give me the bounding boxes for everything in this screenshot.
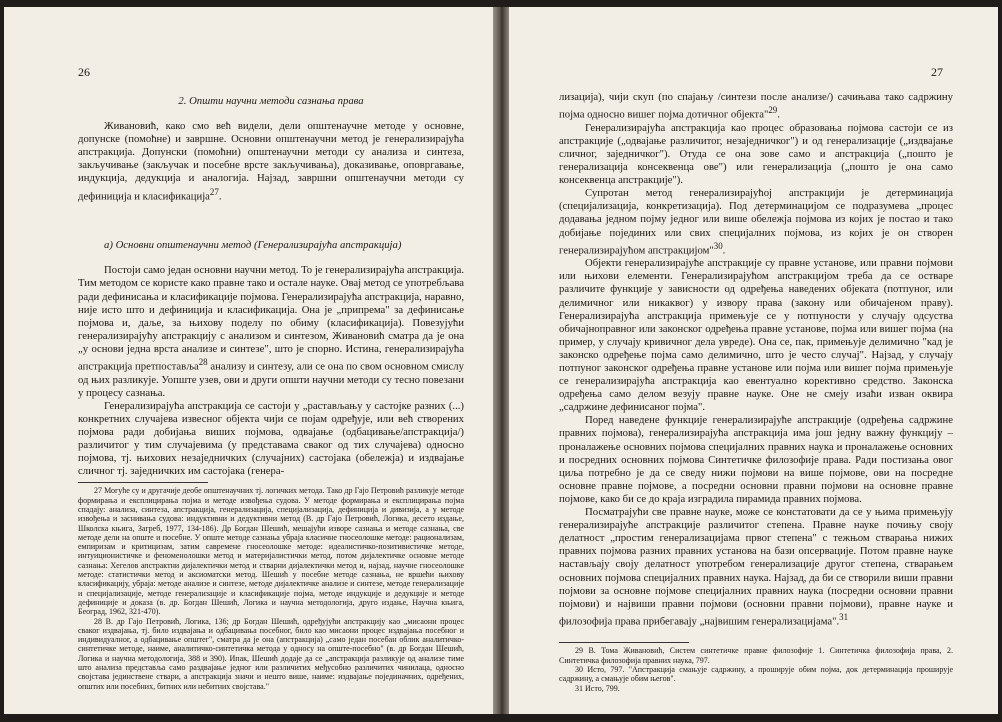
paragraph: Живановић, како смо већ видели, дели општенаучне методе у основне, допунске (помоћне) и завршне. Основни општенаучни метод је генерализирајућа апстракција. Допунски (помоћни) општенаучни методи су анализа и синтеза, закључивање (закључак и посебне врсте закључивања), доказивање, оповргавање, индукција, дедукција и аналогија. Најзад, завршни општенаучни методи су дефиниција и класификација$^{27}$. [78, 120, 464, 203]
paragraph: Објекти генерализирајуће апстракције су правне установе, или правни појмови или њихови елементи. Генерализирајућом апстракцијом треба да се остваре различите функције у зависности од одређења наведених објеката (потпуног, или делимичног или никаквог) у извору права (закону или обичајеном праву). Генерализирајућа апстракција примењује се у потпуности у случају одсуства обичајноправног или законског одређења правне установе, појма или вишег појма (на пример, у случају кривичног дела увреде). Она се, пак, примењује делимично "кад је законско одређење појма само делимично, што је често случај". Најзад, у случају потпуног законског одређења правне установе или појма или вишег појма примењује се генерализирајућа апстракција као евентуално корективно средство. Законска одређења само делом везују правне науке. Оне не смеју изаћи изван оквира „садржине дефинисаног појма". [559, 257, 953, 414]
paragraph-text: Живановић, како смо већ видели, дели општенаучне методе у основне, допунске (помоћне) и завршне. Основни општенаучни метод је генерализирајућа апстракција. Допунски (помоћни) општенаучни методи су анализа и синтеза, закључивање (закључак и посебне врсте закључивања), доказивање, оповргавање, индукција, дедукција и аналогија. Најзад, завршни општенаучни методи су дефиниција и класификација [78, 120, 464, 203]
right-page [509, 7, 998, 714]
section-heading: 2. Општи научни методи сазнања права [178, 95, 364, 107]
paragraph: Генерализирајућа апстракција се састоји у „растављању у састојке разних (...) конкретних случајева извесног објекта чији се појам одређује, или већ створених појмова ради добијања виших појмова, одвајање (одбацивање/апстракција/) различитог у тим случајевима (у представама сваког од тих случајева) односно појмова, тј. њихових незаједничких (случајних) састојака (обележја) и издвајање сличног тј. заједничких им састојака (генера- [78, 399, 464, 478]
paragraph-text: лизација), чији скуп (по спајању /синтези после анализе/) сачињава тако садржину појма односно вишег појма дотичног објекта" [559, 91, 953, 121]
footnote-ref: 30 [713, 240, 723, 251]
footnote: 27 Могуће су и другачије деобе општенаучних тј. логичких метода. Тако др Гајо Петровић разликује методе формирања и експлицирања појма и методе извођења судова. У методе формирања и експлицирања појма спадају: анализа, синтеза, апстракција, генерализација, специјализација, дефиниција и дивизија, а у методе извођења и заснивања судова: индуктивни и дедуктивни метод (В. др Гајо Петровић, Логика, десето издање, Школска књига, Загреб, 1977, 134-186). Др Богдан Шешић, мешајући изворе сазнања и методе сазнања, све методе дели на опште и посебне. У опште методе сазнања убраја класичне гносеолошке методе: рационализам, емпиризам и критицизам, затим савремене гносеолошке методе: идеалистичко-позитивистичке методе, интуиционистичке и феноменолошки метод и материјалистички метод, потом дијалектичке основне методе сазнања: Хегелов апстрактни дијалектички метод и стварни дијалектички метод и, најзад, научне гносеолошке методе: статистички метод и аксиоматски метод. Шешић у посебне методе сазнања, не вршећи њихову класификацију, убраја: методе анализе и синтезе, методе дијалектичке анализе и синтезе, методе генерализације и специјализације, методе генерализације и класификације појма, методе индукције и дедукције и методе дефиниције и доказа (в. др. Богдан Шешић, Логика и научна методологија, друго издање, Научна књига, Београд, 1962, 321-470). [78, 486, 464, 617]
footnote-ref: 28 [198, 356, 208, 367]
right-text-column [559, 91, 953, 693]
page-number: 27 [931, 65, 943, 79]
page-number: 26 [78, 65, 90, 79]
footnote: 28 В. др Гајо Петровић, Логика, 136; др Богдан Шешић, одређујући апстракцију као „мисаони процес сваког издвајања, тј. било издвајања и одбацивања посебног, било као мисаони процес издвајања посебног и индивидуалног, а одбацивање општег", сматра да је она (апстракција) „само један посебан облик аналитичко-синтетичке методе, наиме, аналитичко-синтетичка метода у односу на опште-посебно" (в. др Богдан Шешић, Логика и научна методологија, 388 и 390). Ипак, Шешић додаје да се „апстракција разликује од анализе тиме што анализа представља само раздвајање једног или различитих међусобно различитих чинилаца, односно својстава јединствене ствари, а апстракција значи и нешто више, наиме: издвајање појединачних, одређених, општих или посебних, битних или небитних својстава." [78, 616, 464, 691]
paragraph [559, 506, 953, 628]
paragraph [78, 264, 464, 400]
paragraph: Поред наведене функције генерализирајуће апстракције (одређења садржине правних појмова), генерализирајућа апстракција има још једну важну функцију – проналажење основних појмова специјалних правних наука и проналажење основних и посредних основних појмова Синтетичке филозофије права. Ради постизања овог циља потребно је да се сведу нижи појмови на више појмове, ови на посредне основне правне појмове, а посредни основни правни појмови на основне правне појмове, како би се до краја изградила пирамида правних појмова. [559, 414, 953, 505]
footnote: 29 В. Тома Живановић, Систем синтетичке правне филозофије 1. Синтетичка филозофија права, 2. Синтетичка филозофија правних наука, 797. [559, 646, 953, 665]
paragraph: лизација), чији скуп (по спајању /синтези после анализе/) сачињава тако садржину појма односно вишег појма дотичног објекта"$^{29}$. [559, 91, 953, 121]
paragraph-text: Супротан метод генерализирајућој апстракцији је детерминација (специјализација, конкретизација). Под детерминацијом се подразумева „процес додавања једном појму једног или више обележја појмова из којих је постао и тако добијање појединих или свих специјалних појмова, из којих је он створен генерализирајућом апстракцијом" [559, 187, 953, 257]
footnote: 31 Исто, 799. [575, 683, 620, 693]
footnote-ref: 29 [768, 105, 778, 116]
left-text-column [78, 95, 464, 691]
paragraph: Генерализирајућа апстракција као процес образовања појмова састоји се из апстракције („одвајање различитог, незаједничког") и од генерализације („издвајање сличног, заједничког"). Отуда се она зове само и апстракција („пошто је генерализација консеквенца ове") или генерализација („пошто је она само консеквенца апстракције"). [559, 121, 953, 187]
paragraph-text: анализу и синтезу, али се она по свом основном смислу од њих разликује. Уопште узев, ови и други општи научни методи су тесно повезани у процесу сазнања. [78, 360, 464, 399]
paragraph-text: Посматрајући све правне науке, може се констатовати да се у њима примењују генерализирајуће апстракције различитог степена. Правне науке почињу своју делатност „простим генерализацијама првог степена" с тежњом стварања нижих правних појмова разних правних установа на бази опсервације. Потом правне науке настављају своју делатност употребом генерализације другог степена, стварањем основних појмова специјалних правних наука. Најзад, да би се створили виши правни појмови за основне појмове специјалних правних наука (посредни основни правни појмови) и највиши правни појмови (основни правни појмови), правне науке и филозофија права прибегавају „највишим генерализацијама". [559, 506, 953, 628]
subsection-heading: а) Основни општенаучни метод (Генерализирајућа апстракција) [104, 239, 402, 252]
footnote-ref: 31 [839, 611, 849, 622]
paragraph: Супротан метод генерализирајућој апстракцији је детерминација (специјализација, конкретизација). Под детерминацијом се подразумева „процес додавања једном појму једног или више обележја појмова из којих је постао и тако добијање појединих или свих специјалних појмова, из којих је он створен генерализирајућом апстракцијом"$^{30}$. [559, 187, 953, 257]
footnote-divider [559, 642, 689, 643]
footnote-divider [78, 482, 208, 483]
footnote: 30 Исто, 797. "Апстракција смањује садржину, а проширује обим појма, док детерминација проширује садржину, а смањује обим његов". [559, 665, 953, 684]
left-page [4, 7, 493, 714]
paragraph-text: Постоји само један основни научни метод. То је генерализирајућа апстракција. Тим методом се користе како правне тако и остале науке. Овај метод се употребљава ради дефинисања и класификације појмова. Генерализирајућа апстракција, наравно, није исто што и дефиниција и класификација. Она је „припрема" за дефинисање појмова и, даље, за њихову поделу по обиму (класификација). Повезујући генерализирајућу апстракцију с анализом и синтезом, Живановић сматра да је она „у основи једна врста анализе и синтезе", што је спорно. Истина, генерализирајућа апстракција претпоставља [78, 264, 464, 373]
footnote-ref: 27 [209, 186, 219, 197]
book-gutter [493, 7, 509, 714]
